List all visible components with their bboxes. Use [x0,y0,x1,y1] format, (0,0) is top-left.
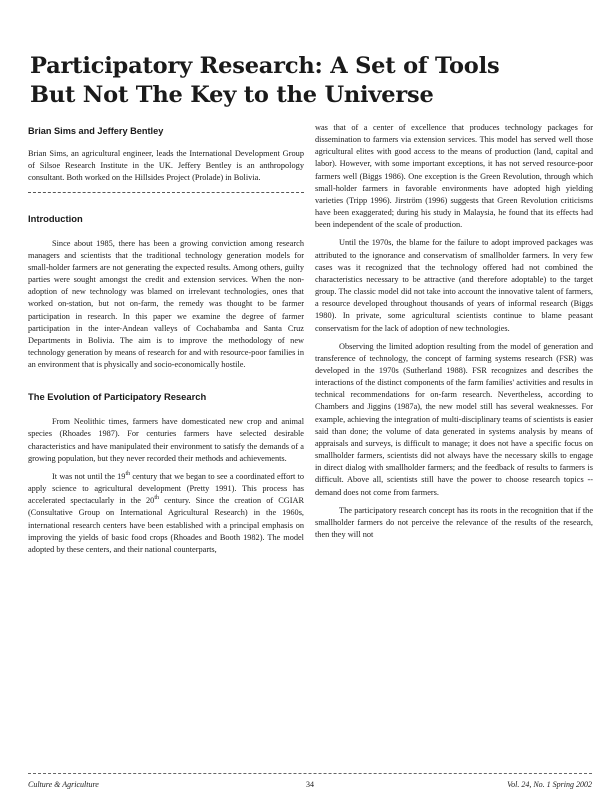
article-title [30,52,570,110]
right-paragraph-1: was that of a center of excellence that produces technology packages for dissemination to farmers via extension services. This model has served well those agricultural elites with good access to the means of production (land, capital and labor). However, with some important exceptions, it has not served resource-poor farmers well (Biggs 1986). One exception is the Green Revolution, through which small-holder farmers in favorable environments have adopted high yielding varieties (Tripp 1996). Jirström (1996) suggests that Green Revolution criticisms have been exaggerated; during his study in Malaysia, he found that its effects had been independent of the scale of production. [315,123,593,230]
author-byline: Brian Sims and Jeffery Bentley [28,126,164,136]
title-line-2: But Not The Key to the Universe [30,82,434,108]
evolution-p2-part-c: century. Since the creation of CGIAR (Consultative Group on International Agricultural Research) in the 1960s, international research centers have been established with a principal emphasis on improving the yields of basic food crops (Rhoades and Booth 1982). The model adopted by these centers, and their national counterparts, [28,496,305,554]
right-paragraph-3: Observing the limited adoption resulting from the model of generation and transference of technology, the concept of farming systems research (FSR) was developed in the 1970s (Sutherland 1988). FSR recognizes and describes the interactions of the distinct components of the farm families' activities and results in technical recommendations for on-farm research. Nevertheless, according to Chambers and Jiggins (1987a), the new model still has several weaknesses. For example, achieving the integration of multi-disciplinary teams of scientists is easier said than done; the volume of data generated in systems analysis by means of appraisals and surveys, is difficult to manage; it does not have a specific focus on smallholder farmers, scientists did not always have the necessary skills to engage in direct dialog with smallholder farmers; and the feedback of results to farmers is difficult. Above all, scientists still have the power to choose research topics --demand does not come from farmers. [315,341,593,497]
bio-divider [28,192,304,193]
introduction-heading: Introduction [28,212,83,224]
right-paragraph-2: Until the 1970s, the blame for the failure to adopt improved packages was attributed to the ignorance and conservatism of smallholder farmers. In very few cases was it recognized that the technology offered had not combined the characteristics necessary to be attractive (and therefore adoptable) to the target group. The classic model did not take into account the innovative talent of farmers, a resource developed throughout thousands of years of informal research (Biggs 1980). In private, some agricultural scientists continue to blame peasant conservatism for the lack of adoption of new technologies. [315,238,593,333]
footer-page-number: 34 [306,780,314,789]
title-line-1: Participatory Research: A Set of Tools [30,53,500,79]
footer-issue: Vol. 24, No. 1 Spring 2002 [507,780,592,789]
author-bio: Brian Sims, an agricultural engineer, leads the International Development Group of Silsoe Research Institute in the UK. Jeffery Bentley is an anthropology consultant. Both worked on the Hillsides Project (Prolade) in Bolivia. [28,149,304,183]
evolution-paragraph-1: From Neolithic times, farmers have domesticated new crop and animal species (Rhoades 1987). For centuries farmers have selected desirable characteristics and have manipulated their environment to satisfy the demands of a growing population, but they never recorded their methods and achievements. [28,417,304,463]
superscript-th-2: th [154,495,160,502]
right-paragraph-4: The participatory research concept has its roots in the recognition that if the smallholder farmers do not perceive the relevance of the results of the research, then they will not [315,505,593,539]
evolution-paragraph-2 [28,471,304,556]
evolution-p2-part-b: century that we began to see a coordinated effort to apply science to agricultural development (Pretty 1991). This process has accelerated spectacularly in the 20 [28,471,305,506]
page-footer [28,773,592,796]
superscript-th-1: th [125,471,131,478]
introduction-paragraph: Since about 1985, there has been a growing conviction among research managers and scientists that the traditional technology generation models for small-holder farmers are not generating the expected results. Among others, guilty parties were sought amongst the credit and extension services. When the non-adoption of new technology was blamed on irrelevant technologies, ones that worked on-station, but not on-farm, the remedy was thought to be farmer participation in research. In this paper we examine the degree of farmer participation in the inter-Andean valleys of Cochabamba and Santa Cruz Departments in Bolivia. The aim is to improve the methodology of new technology generation by means of research for and with resource-poor families in an environment that is physically and socio-economically hostile. [28,238,304,370]
left-column [28,120,304,562]
right-column [315,122,593,547]
evolution-heading: The Evolution of Participatory Research [28,391,207,403]
evolution-p2-part-a: It was not until the 19 [52,471,126,481]
footer-journal-name: Culture & Agriculture [28,780,99,789]
